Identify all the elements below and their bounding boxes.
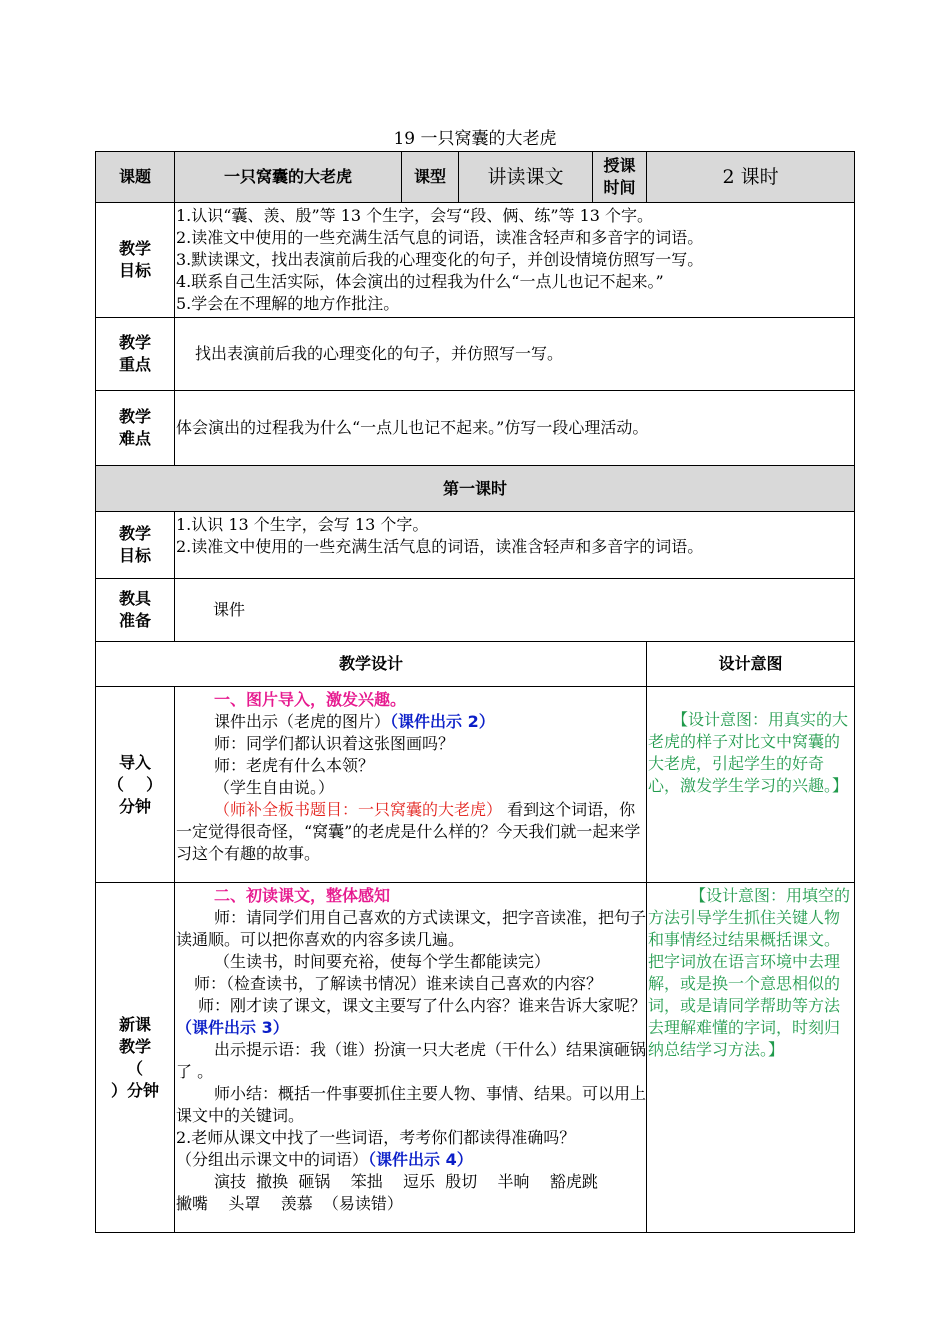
- key-points-label: [96, 318, 175, 391]
- intro-paragraph-text: 看到这个词语，你一定觉得很奇怪，“窝囊”的老虎是什么样的？今天我们就一起来学习这个有趣的故事。: [176, 800, 641, 863]
- new-lesson-p4-text: 师：刚才读了课文，课文主要写了什么内容？谁来告诉大家呢？: [198, 996, 647, 1015]
- new-lesson-label-3: （: [126, 1058, 143, 1078]
- tools-label-1: 教具: [118, 589, 151, 608]
- document-title: 19 一只窝囊的大老虎: [393, 129, 557, 149]
- objectives-content: [175, 203, 855, 318]
- time-value: 2 课时: [647, 152, 855, 203]
- new-lesson-paragraph: [176, 995, 646, 1039]
- new-lesson-heading: 二、初读课文，整体感知: [214, 886, 391, 905]
- new-lesson-p8-text: （分组出示课文中的词语）: [176, 1150, 369, 1169]
- tools-label: [96, 579, 175, 642]
- time-label-line2: 时间: [603, 178, 636, 197]
- header-row: [96, 152, 855, 203]
- objectives-label-2: 目标: [118, 261, 151, 280]
- time-label: [593, 152, 647, 203]
- lesson-one-objectives-label-2: 目标: [118, 546, 151, 565]
- new-lesson-paragraph: 师小结：概括一件事要抓住主要人物、事情、结果。可以用上课文中的关键词。: [176, 1084, 647, 1125]
- lesson-plan-table: [95, 151, 855, 1233]
- intro-paragraph: [176, 799, 646, 865]
- new-lesson-paragraph: 师：请同学们用自己喜欢的方式读课文，把字音读准，把句子读通顺。可以把你喜欢的内容多读几遍。: [176, 908, 647, 949]
- intro-line: 师：老虎有什么本领？: [214, 756, 375, 775]
- intro-row: [96, 687, 855, 883]
- intro-intent-text: 【设计意图：用真实的大老虎的样子对比文中窝囊的大老虎，引起学生的好奇心，激发学生学习的兴趣。】: [648, 710, 849, 795]
- type-label: 课型: [402, 152, 459, 203]
- new-lesson-paragraph: [176, 1149, 646, 1171]
- design-header: 教学设计: [96, 642, 647, 687]
- new-lesson-paragraph: 师：（检查读书，了解读书情况）谁来读自己喜欢的内容？: [194, 974, 603, 993]
- key-points-label-2: 重点: [118, 355, 151, 374]
- intro-line: 师：同学们都认识着这张图画吗？: [214, 734, 455, 753]
- intro-label-1: 导入: [118, 752, 151, 772]
- intro-line: （学生自由说。）: [214, 778, 335, 797]
- time-label-line1: 授课: [603, 156, 636, 175]
- lesson-one-objectives-row: [96, 512, 855, 579]
- new-lesson-content: [175, 883, 647, 1233]
- objective-item: 2.读准文中使用的一些充满生活气息的词语，读准含轻声和多音字的词语。: [176, 228, 704, 247]
- vocab-line: 演技 撤换 砸锅 笨拙 逗乐 殷切 半晌 豁虎跳: [214, 1172, 598, 1191]
- difficulties-row: [96, 391, 855, 466]
- intro-intent: [647, 687, 855, 883]
- difficulties-label-2: 难点: [118, 429, 151, 448]
- new-lesson-paragraph: （生读书，时间要充裕，使每个学生都能读完）: [214, 952, 551, 971]
- design-header-row: [96, 642, 855, 687]
- courseware-tag: （课件出示 4）: [368, 1150, 473, 1169]
- new-lesson-paragraph: 2.老师从课文中找了一些词语，考考你们都读得准确吗？: [176, 1128, 576, 1147]
- key-points-text: 找出表演前后我的心理变化的句子，并仿照写一写。: [175, 318, 855, 391]
- tools-label-2: 准备: [118, 611, 151, 630]
- courseware-tag: （课件出示 3）: [176, 1018, 289, 1037]
- objective-item: 1.认识“囊、羡、殷”等 13 个生字，会写“段、俩、练”等 13 个字。: [176, 206, 654, 225]
- new-lesson-label-2: 教学: [118, 1036, 151, 1056]
- topic-label: 课题: [96, 152, 175, 203]
- key-points-label-1: 教学: [118, 333, 151, 352]
- new-lesson-label-1: 新课: [118, 1014, 151, 1034]
- new-lesson-paragraph: 出示提示语：我（谁）扮演一只大老虎（干什么）结果演砸锅了 。: [176, 1040, 647, 1081]
- tools-row: [96, 579, 855, 642]
- intro-line: [176, 711, 646, 733]
- lesson-one-objectives-label-1: 教学: [118, 524, 151, 543]
- difficulties-text: 体会演出的过程我为什么“一点儿也记不起来。”仿写一段心理活动。: [175, 391, 855, 466]
- topic-value: 一只窝囊的大老虎: [175, 152, 402, 203]
- intro-line1-text: 课件出示（老虎的图片）: [214, 712, 391, 731]
- difficulties-label-1: 教学: [118, 407, 151, 426]
- intent-header: 设计意图: [647, 642, 855, 687]
- lesson-one-objective-item: 2.读准文中使用的一些充满生活气息的词语，读准含轻声和多音字的词语。: [176, 537, 704, 556]
- new-lesson-intent-text: 【设计意图：用填空的方法引导学生抓住关键人物和事情经过结果概括课文。把字词放在语言环境中去理解，或是换一个意思相似的词，或是请同学帮助等方法去理解难懂的字词，时刻归纳总结学习方法。】: [648, 886, 851, 1059]
- objectives-label-1: 教学: [118, 239, 151, 258]
- type-value: 讲读课文: [459, 152, 593, 203]
- new-lesson-intent: [647, 883, 855, 1233]
- objectives-label: [96, 203, 175, 318]
- intro-content: [175, 687, 647, 883]
- lesson-one-title: 第一课时: [96, 466, 855, 512]
- objectives-row: [96, 203, 855, 318]
- intro-label-2: （ ）: [107, 774, 163, 794]
- new-lesson-label-4: ）分钟: [110, 1080, 159, 1100]
- intro-heading: 一、图片导入，激发兴趣。: [214, 690, 407, 709]
- tools-text: 课件: [175, 579, 855, 642]
- vocab-line: 撇嘴 头罩 羡慕 （易读错）: [176, 1194, 403, 1213]
- intro-label-3: 分钟: [118, 796, 151, 816]
- lesson-one-row: [96, 466, 855, 512]
- courseware-tag: （课件出示 2）: [390, 712, 495, 731]
- new-lesson-row: [96, 883, 855, 1233]
- lesson-one-objective-item: 1.认识 13 个生字，会写 13 个字。: [176, 515, 429, 534]
- difficulties-label: [96, 391, 175, 466]
- new-lesson-label: [96, 883, 175, 1233]
- board-title-note: （师补全板书题目：一只窝囊的大老虎）: [214, 800, 503, 819]
- key-points-row: [96, 318, 855, 391]
- lesson-one-objectives-label: [96, 512, 175, 579]
- objective-item: 4.联系自己生活实际，体会演出的过程我为什么“一点儿也记不起来。”: [176, 272, 664, 291]
- objective-item: 3.默读课文，找出表演前后我的心理变化的句子，并创设情境仿照写一写。: [176, 250, 704, 269]
- lesson-one-objectives-content: [175, 512, 855, 579]
- objective-item: 5.学会在不理解的地方作批注。: [176, 294, 400, 313]
- intro-label: [96, 687, 175, 883]
